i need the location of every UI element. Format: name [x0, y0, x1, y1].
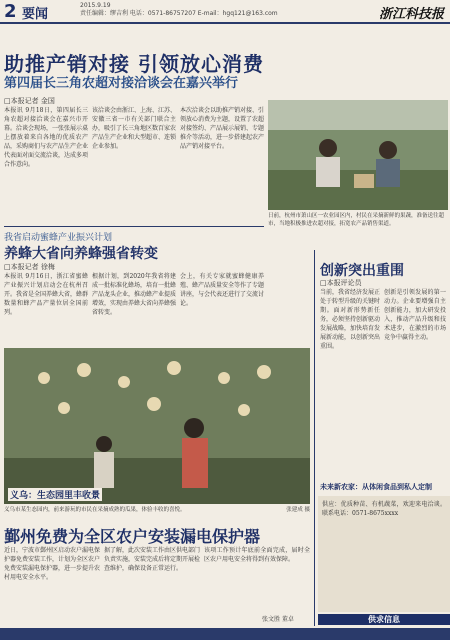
orchard-photo-image — [4, 348, 310, 504]
page-number: 2 — [4, 1, 17, 22]
story2-col1: 本报讯 9月16日，浙江省蜜蜂产业振兴计划启动会在杭州召开。我省是全国养蜂大省，蜂群数量和蜂产品产量位居全国前列。 — [4, 273, 88, 316]
header-meta — [80, 2, 278, 18]
story3-headline: 鄞州免费为全区农户安装漏电保护器 — [4, 527, 261, 546]
story3-photo-credit: 张建成 摄 — [286, 507, 310, 513]
page-header — [0, 0, 450, 24]
header-date: 2015.9.19 — [80, 2, 111, 9]
story4-col2: 创新是引领发展的第一动力。企业要增强自主创新能力，加大研发投入，推动产品升级和技术进步，在激烈的市场竞争中赢得主动。 — [384, 289, 446, 341]
story1-photo — [268, 100, 448, 210]
page-footer — [0, 628, 450, 640]
story2-byline: □本报记者 徐梅 — [4, 263, 55, 271]
story2-col2: 根据计划，到2020年我省将建成一批标准化蜂场，培育一批蜂产品龙头企业，推动蜂产业提质增效，实现由养蜂大省向养蜂强省转变。 — [92, 273, 176, 316]
story2-col3: 会上，有关专家就蜜蜂健康养殖、蜂产品质量安全等作了专题讲座，与会代表还进行了交流讨论。 — [180, 273, 264, 307]
story3-byline: 张文胜 董卓 — [262, 616, 294, 623]
ad-text: 供应：优质种苗、有机蔬菜，欢迎来电洽谈。联系电话：0571-8675xxxx — [322, 501, 446, 517]
story1-col3: 本次洽谈会以助推产销对接、引领放心消费为主题，设置了农超对接签约、产品展示展销、专题推介等活动，进一步搭建起农产品产销对接平台。 — [180, 107, 264, 150]
paper-name: 浙江科技报 — [378, 7, 444, 22]
story1-byline: □本报记者 金国 — [4, 97, 55, 105]
story3-photo-caption: 义乌市某生态园内，前来游玩的市民在采摘成熟的瓜果，体验丰收的喜悦。 — [4, 507, 186, 513]
story4-subhead: 未来新农家：从体闲食品到私人定制 — [320, 483, 432, 491]
story1-col1: 本报讯 9月18日，第四届长三角农超对接洽谈会在嘉兴市开幕。洽谈会现场，一张张展示桌上摆放着来自各地的优质农产品，采购商们与农产品生产企业代表面对面交流洽谈，达成多项合作意向。 — [4, 107, 88, 168]
ad-title: 供求信息 — [318, 614, 450, 625]
story2-headline: 养蜂大省向养蜂强省转变 — [4, 246, 158, 262]
header-editor-line: 责任编辑：缪吉利 电话：0571-86757207 E-mail：hgq121@163.com — [80, 10, 278, 17]
section-name: 要闻 — [22, 7, 49, 22]
story1-col2: 该洽谈会由浙江、上海、江苏、安徽三省一市有关部门联合主办，吸引了长三角地区数百家农产品生产企业和大型超市、连锁企业参加。 — [92, 107, 176, 150]
story4-byline: □本报评论员 — [320, 279, 362, 287]
story3-photo — [4, 348, 310, 504]
farm-photo-image — [268, 100, 448, 210]
story3-col2: 据了解，此次安装工作由区供电部门负责实施，安装完成后将定期开展检查维护，确保设备正常运行。 — [104, 547, 200, 572]
column-divider — [314, 250, 315, 626]
ad-box — [318, 496, 450, 612]
story4-col1: 当前，我省经济发展正处于转型升级的关键时期。面对新形势新任务，必须坚持创新驱动发展战略，加快培育发展新动能，以创新突出重围。 — [320, 289, 380, 350]
story1-photo-caption: 日前，杭州市萧山区一农业园区内，村民在采摘新鲜的果蔬，准备送往超市，当地积极推进农超对接，拓宽农产品销售渠道。 — [268, 213, 445, 227]
story4-headline: 创新突出重围 — [320, 263, 404, 279]
story1-headline: 助推产销对接 引领放心消费 — [4, 52, 264, 76]
divider — [4, 226, 264, 227]
story2-kicker: 我省启动蜜蜂产业振兴计划 — [4, 233, 113, 243]
story3-col3: 该项工作预计年底前全面完成，届时全区农户用电安全将得到有效保障。 — [204, 547, 310, 563]
story3-col1: 近日，宁波市鄞州区启动农户漏电保护器免费安装工作，计划为全区农户免费安装漏电保护器，进一步提升农村用电安全水平。 — [4, 547, 100, 581]
story3-photo-label: 义乌：生态园里丰收景 — [8, 488, 102, 501]
story1-subhead: 第四届长三角农超对接洽谈会在嘉兴举行 — [4, 76, 239, 91]
